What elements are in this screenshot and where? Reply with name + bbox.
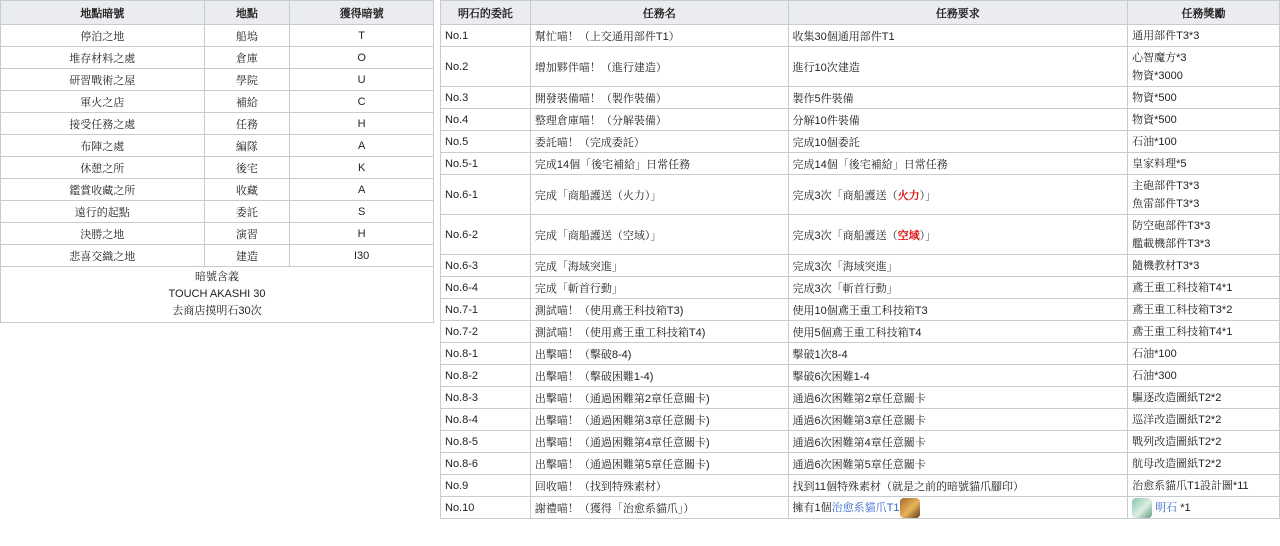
- mission-requirement-cell: [788, 47, 1128, 87]
- reward-character-link[interactable]: 明石: [1155, 501, 1178, 514]
- location-cell: 委託: [204, 201, 290, 223]
- mission-reward-cell: [1128, 343, 1280, 365]
- table-row: [1, 25, 434, 47]
- reward-item: 巡洋改造圖紙T2*2: [1132, 413, 1222, 426]
- mission-name-cell: 出擊喵！（通過困難第3章任意關卡): [530, 409, 788, 431]
- reward-item: 鳶王重工科技箱T4*1: [1132, 281, 1233, 294]
- mission-reward-cell: [1128, 453, 1280, 475]
- location-cell: 編隊: [204, 135, 290, 157]
- mission-name-cell: 完成「商船護送（火力）」: [530, 175, 788, 215]
- table-row: [1, 223, 434, 245]
- mission-reward-cell: [1128, 277, 1280, 299]
- akashi-avatar-icon: [1132, 498, 1152, 518]
- commission-number-cell: No.10: [441, 497, 531, 519]
- commission-number-cell: No.5-1: [441, 153, 531, 175]
- requirement-text: 找到11個特殊素材（就是之前的暗號貓爪腳印）: [792, 480, 1024, 493]
- commission-number-cell: No.9: [441, 475, 531, 497]
- commission-number-cell: No.6-2: [441, 215, 531, 255]
- mission-name-cell: 出擊喵！（通過困難第2章任意關卡): [530, 387, 788, 409]
- requirement-text: 進行10次建造: [792, 61, 860, 74]
- mission-name-cell: 測試喵！（使用鳶王重工科技箱T4): [530, 321, 788, 343]
- location-cell: 收藏: [204, 179, 290, 201]
- cat-paw-item-icon: [900, 498, 920, 518]
- location-cell: 演習: [204, 223, 290, 245]
- table-row: [441, 475, 1280, 497]
- location-cell: 後宅: [204, 157, 290, 179]
- mission-requirement-cell: [788, 175, 1128, 215]
- column-header: 任務獎勵: [1128, 1, 1280, 25]
- requirement-text: ）」: [919, 189, 937, 202]
- table-row: [441, 277, 1280, 299]
- reward-item: 物資*500: [1132, 91, 1177, 104]
- mission-name-cell: 完成「商船護送（空域）」: [530, 215, 788, 255]
- reward-item: 通用部件T3*3: [1132, 29, 1200, 42]
- requirement-text: 完成14個「後宅補給」日常任務: [792, 158, 948, 171]
- code-meaning-cell: [1, 267, 434, 323]
- mission-reward-cell: [1128, 431, 1280, 453]
- mission-reward-cell: [1128, 497, 1280, 519]
- reward-item: 主砲部件T3*3: [1132, 179, 1200, 192]
- column-header: 明石的委託: [441, 1, 531, 25]
- table-row: [1, 135, 434, 157]
- column-header: 地點: [204, 1, 290, 25]
- location-hint-cell: 遠行的起點: [1, 201, 205, 223]
- reward-count: *1: [1177, 501, 1191, 514]
- code-letter-cell: I30: [290, 245, 434, 267]
- reward-item: 艦載機部件T3*3: [1132, 237, 1211, 250]
- code-meaning-line: 去商店摸明石30次: [172, 305, 262, 317]
- location-code-table: [0, 0, 434, 323]
- reward-item: 鳶王重工科技箱T4*1: [1132, 325, 1233, 338]
- location-hint-cell: 鑑賞收藏之所: [1, 179, 205, 201]
- location-hint-cell: 休憩之所: [1, 157, 205, 179]
- mission-requirement-cell: [788, 131, 1128, 153]
- reward-item: 治愈系貓爪T1設計圖*11: [1132, 479, 1249, 492]
- mission-reward-cell: [1128, 387, 1280, 409]
- mission-name-cell: 測試喵！（使用鳶王科技箱T3): [530, 299, 788, 321]
- table-row: [441, 299, 1280, 321]
- reward-item: 魚雷部件T3*3: [1132, 197, 1200, 210]
- mission-requirement-cell: [788, 409, 1128, 431]
- table-row: [441, 497, 1280, 519]
- table-row: [441, 109, 1280, 131]
- table-row: [1, 91, 434, 113]
- code-letter-cell: H: [290, 223, 434, 245]
- location-hint-cell: 布陣之處: [1, 135, 205, 157]
- requirement-text: ）」: [919, 229, 937, 242]
- requirement-text: 完成3次「斬首行動」: [792, 282, 898, 295]
- mission-name-cell: 出擊喵！（擊破困難1-4): [530, 365, 788, 387]
- column-header: 地點暗號: [1, 1, 205, 25]
- requirement-text: 分解10件裝備: [792, 114, 860, 127]
- commission-number-cell: No.7-1: [441, 299, 531, 321]
- column-header: 任務名: [530, 1, 788, 25]
- mission-name-cell: 完成「斬首行動」: [530, 277, 788, 299]
- mission-reward-cell: [1128, 365, 1280, 387]
- commission-number-cell: No.2: [441, 47, 531, 87]
- reward-item: 航母改造圖紙T2*2: [1132, 457, 1222, 470]
- mission-name-cell: 回收喵！（找到特殊素材）: [530, 475, 788, 497]
- mission-reward-cell: [1128, 47, 1280, 87]
- table-header-row: [441, 1, 1280, 25]
- mission-requirement-cell: [788, 215, 1128, 255]
- reward-item: 鳶王重工科技箱T3*2: [1132, 303, 1233, 316]
- location-hint-cell: 接受任務之處: [1, 113, 205, 135]
- location-cell: 建造: [204, 245, 290, 267]
- mission-requirement-cell: [788, 277, 1128, 299]
- requirement-item-link[interactable]: 治愈系貓爪T1: [831, 501, 900, 514]
- table-row: [1, 69, 434, 91]
- mission-reward-cell: [1128, 25, 1280, 47]
- location-cell: 船塢: [204, 25, 290, 47]
- requirement-text: 完成10個委託: [792, 136, 860, 149]
- mission-reward-cell: [1128, 131, 1280, 153]
- commission-number-cell: No.8-1: [441, 343, 531, 365]
- commission-number-cell: No.4: [441, 109, 531, 131]
- location-cell: 學院: [204, 69, 290, 91]
- mission-requirement-cell: [788, 387, 1128, 409]
- commission-number-cell: No.6-4: [441, 277, 531, 299]
- location-cell: 補給: [204, 91, 290, 113]
- requirement-text: 通過6次困難第2章任意關卡: [792, 392, 926, 405]
- requirement-text: 擊破1次8-4: [792, 348, 848, 361]
- mission-requirement-cell: [788, 453, 1128, 475]
- location-hint-cell: 研習戰術之屋: [1, 69, 205, 91]
- reward-item: 驅逐改造圖紙T2*2: [1132, 391, 1222, 404]
- table-row: [441, 343, 1280, 365]
- requirement-text: 收集30個通用部件T1: [792, 30, 895, 43]
- requirement-text: 完成3次「海域突進」: [792, 260, 898, 273]
- mission-requirement-cell: [788, 497, 1128, 519]
- reward-item: 隨機教材T3*3: [1132, 259, 1200, 272]
- reward-item: 物資*500: [1132, 113, 1177, 126]
- reward-item: 物資*3000: [1132, 69, 1183, 82]
- table-row: [441, 321, 1280, 343]
- mission-requirement-cell: [788, 87, 1128, 109]
- mission-requirement-cell: [788, 153, 1128, 175]
- code-letter-cell: A: [290, 179, 434, 201]
- commission-number-cell: No.8-4: [441, 409, 531, 431]
- requirement-text: 完成3次「商船護送（: [792, 229, 898, 242]
- requirement-text: 使用5個鳶王重工科技箱T4: [792, 326, 922, 339]
- commission-number-cell: No.5: [441, 131, 531, 153]
- mission-requirement-cell: [788, 431, 1128, 453]
- table-row: [441, 25, 1280, 47]
- code-letter-cell: A: [290, 135, 434, 157]
- location-hint-cell: 堆存材料之處: [1, 47, 205, 69]
- table-row: [1, 47, 434, 69]
- mission-name-cell: 出擊喵！（通過困難第4章任意關卡): [530, 431, 788, 453]
- table-row: [441, 387, 1280, 409]
- commission-number-cell: No.7-2: [441, 321, 531, 343]
- requirement-text: 通過6次困難第4章任意關卡: [792, 436, 926, 449]
- mission-requirement-cell: [788, 299, 1128, 321]
- commission-number-cell: No.3: [441, 87, 531, 109]
- requirement-text: 通過6次困難第3章任意關卡: [792, 414, 926, 427]
- table-row: [1, 179, 434, 201]
- table-row: [1, 245, 434, 267]
- reward-item: 心智魔方*3: [1132, 51, 1187, 64]
- table-row: [1, 157, 434, 179]
- code-letter-cell: K: [290, 157, 434, 179]
- code-letter-cell: S: [290, 201, 434, 223]
- reward-item: 石油*300: [1132, 369, 1177, 382]
- mission-name-cell: 幫忙喵！（上交通用部件T1）: [530, 25, 788, 47]
- requirement-text: 使用10個鳶王重工科技箱T3: [792, 304, 928, 317]
- commission-number-cell: No.8-5: [441, 431, 531, 453]
- column-header: 任務要求: [788, 1, 1128, 25]
- mission-reward-cell: [1128, 87, 1280, 109]
- mission-name-cell: 整理倉庫喵！（分解裝備）: [530, 109, 788, 131]
- mission-reward-cell: [1128, 109, 1280, 131]
- mission-requirement-cell: [788, 321, 1128, 343]
- table-header-row: [1, 1, 434, 25]
- code-letter-cell: U: [290, 69, 434, 91]
- location-hint-cell: 決勝之地: [1, 223, 205, 245]
- reward-item: 戰列改造圖紙T2*2: [1132, 435, 1222, 448]
- mission-requirement-cell: [788, 109, 1128, 131]
- mission-reward-cell: [1128, 175, 1280, 215]
- column-header: 獲得暗號: [290, 1, 434, 25]
- mission-name-cell: 完成14個「後宅補給」日常任務: [530, 153, 788, 175]
- table-row: [1, 113, 434, 135]
- table-row: [441, 431, 1280, 453]
- table-row: [1, 201, 434, 223]
- mission-requirement-cell: [788, 343, 1128, 365]
- mission-name-cell: 增加夥伴喵！（進行建造）: [530, 47, 788, 87]
- reward-item: 石油*100: [1132, 347, 1177, 360]
- mission-reward-cell: [1128, 255, 1280, 277]
- table-row: [441, 453, 1280, 475]
- mission-name-cell: 出擊喵！（通過困難第5章任意關卡): [530, 453, 788, 475]
- requirement-text: 擊破6次困難1-4: [792, 370, 870, 383]
- table-row: [441, 47, 1280, 87]
- reward-item: 防空砲部件T3*3: [1132, 219, 1211, 232]
- table-row: [441, 215, 1280, 255]
- code-letter-cell: O: [290, 47, 434, 69]
- table-row: [441, 153, 1280, 175]
- code-meaning-line: TOUCH AKASHI 30: [168, 288, 266, 300]
- table-row: [441, 131, 1280, 153]
- requirement-text: 完成3次「商船護送（: [792, 189, 898, 202]
- reward-item: 皇家料理*5: [1132, 157, 1187, 170]
- location-cell: 任務: [204, 113, 290, 135]
- commission-number-cell: No.6-3: [441, 255, 531, 277]
- location-hint-cell: 停泊之地: [1, 25, 205, 47]
- mission-reward-cell: [1128, 409, 1280, 431]
- mission-name-cell: 開發裝備喵！（製作裝備）: [530, 87, 788, 109]
- mission-reward-cell: [1128, 475, 1280, 497]
- location-hint-cell: 悲喜交織之地: [1, 245, 205, 267]
- requirement-text: 製作5件裝備: [792, 92, 854, 105]
- mission-reward-cell: [1128, 153, 1280, 175]
- commission-number-cell: No.8-2: [441, 365, 531, 387]
- table-row: [441, 409, 1280, 431]
- akashi-commission-table: [440, 0, 1280, 519]
- requirement-text: 擁有1個: [792, 501, 832, 514]
- mission-requirement-cell: [788, 365, 1128, 387]
- location-hint-cell: 軍火之店: [1, 91, 205, 113]
- mission-name-cell: 出擊喵！（擊破8-4): [530, 343, 788, 365]
- table-row: [441, 365, 1280, 387]
- code-letter-cell: H: [290, 113, 434, 135]
- mission-reward-cell: [1128, 321, 1280, 343]
- mission-requirement-cell: [788, 255, 1128, 277]
- requirement-highlight: 空域: [897, 229, 920, 242]
- table-row: [441, 87, 1280, 109]
- mission-name-cell: 完成「海域突進」: [530, 255, 788, 277]
- mission-reward-cell: [1128, 215, 1280, 255]
- reward-item: 石油*100: [1132, 135, 1177, 148]
- code-letter-cell: C: [290, 91, 434, 113]
- code-meaning-row: [1, 267, 434, 323]
- commission-number-cell: No.8-6: [441, 453, 531, 475]
- code-letter-cell: T: [290, 25, 434, 47]
- table-row: [441, 255, 1280, 277]
- mission-reward-cell: [1128, 299, 1280, 321]
- mission-name-cell: 委託喵！（完成委託）: [530, 131, 788, 153]
- table-row: [441, 175, 1280, 215]
- commission-number-cell: No.6-1: [441, 175, 531, 215]
- mission-requirement-cell: [788, 475, 1128, 497]
- mission-name-cell: 謝禮喵！（獲得「治愈系貓爪」）: [530, 497, 788, 519]
- code-meaning-line: 暗號含義: [195, 271, 239, 283]
- mission-requirement-cell: [788, 25, 1128, 47]
- requirement-highlight: 火力: [897, 189, 920, 202]
- commission-number-cell: No.8-3: [441, 387, 531, 409]
- location-cell: 倉庫: [204, 47, 290, 69]
- commission-number-cell: No.1: [441, 25, 531, 47]
- requirement-text: 通過6次困難第5章任意關卡: [792, 458, 926, 471]
